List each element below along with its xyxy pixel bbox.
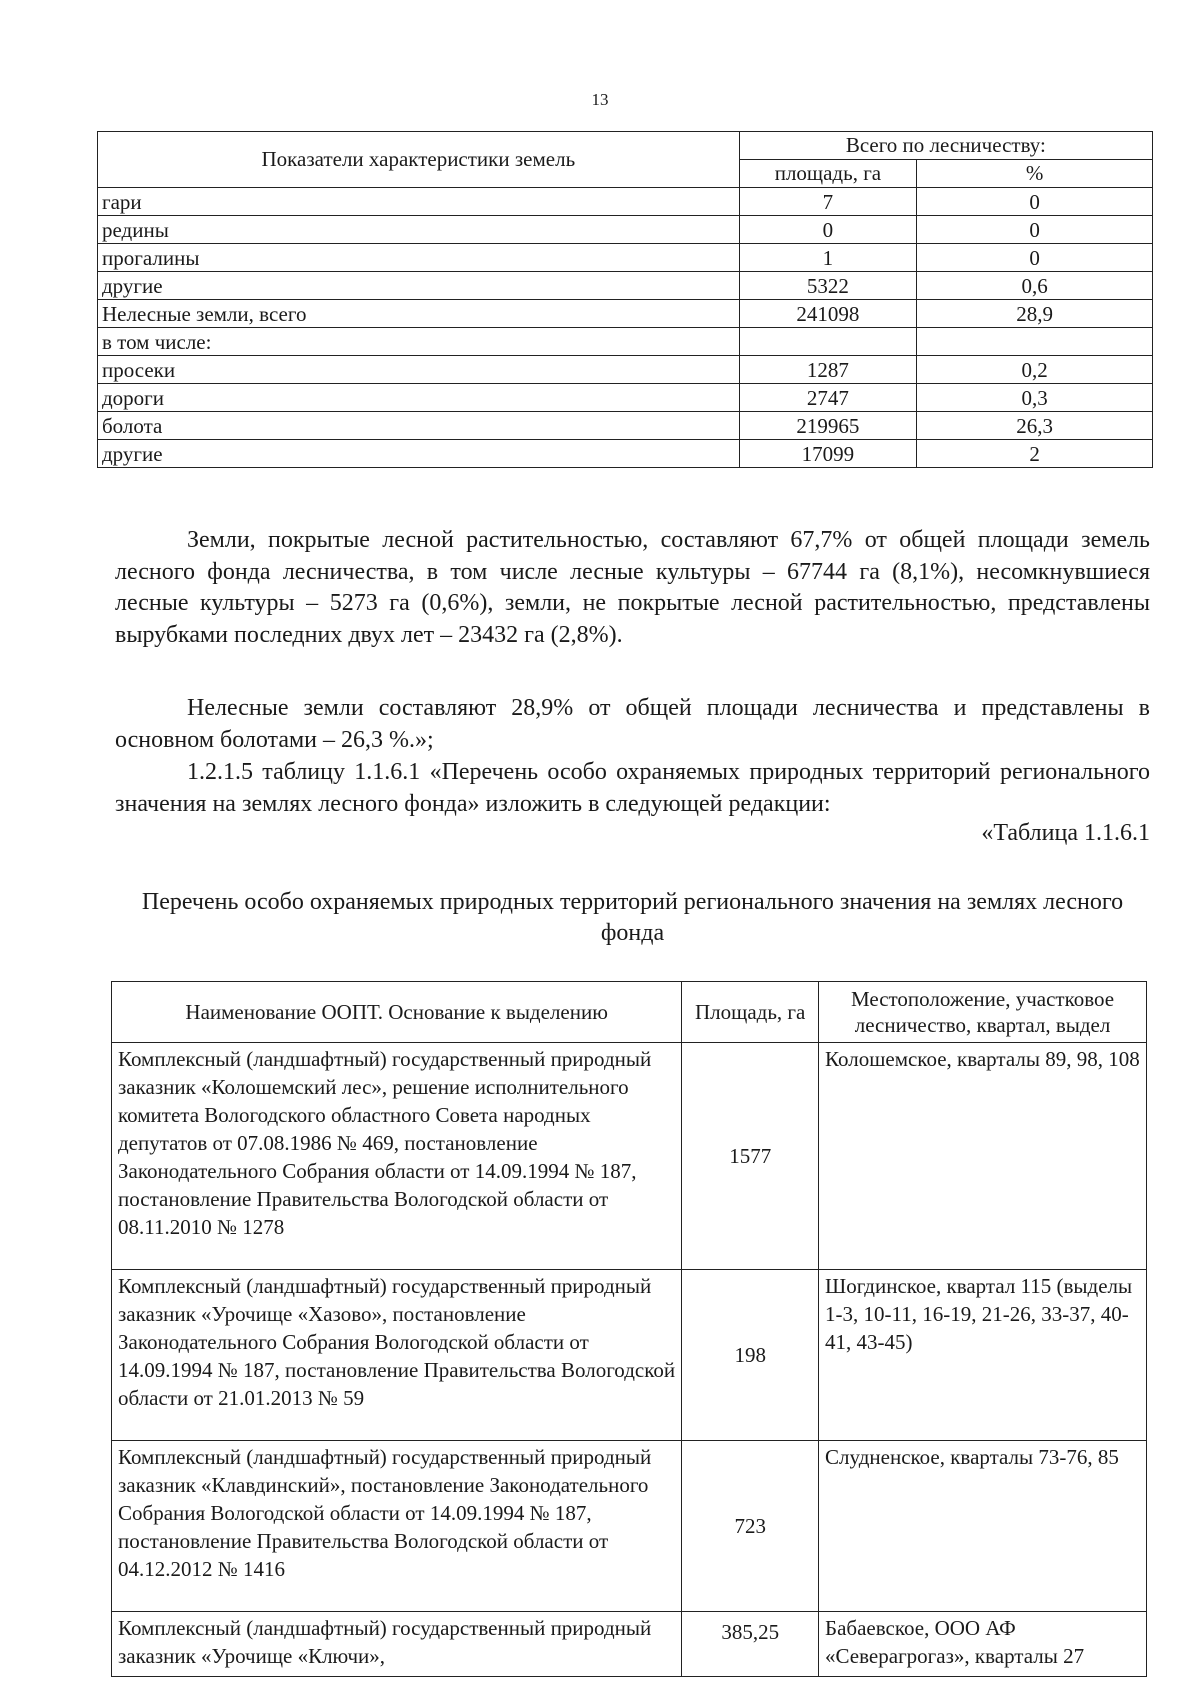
table-title: Перечень особо охраняемых природных территорий регионального значения на землях лесного фонда: [141, 889, 1124, 946]
table-row: [98, 412, 1153, 440]
row-area: 5322: [739, 272, 917, 300]
area-location: Колошемское, кварталы 89, 98, 108: [819, 1043, 1147, 1270]
area-location: Слудненское, кварталы 73-76, 85: [819, 1441, 1147, 1612]
area-size: 1577: [682, 1043, 819, 1270]
header-area: площадь, га: [739, 160, 917, 188]
area-location: Бабаевское, ООО АФ «Северагрогаз», кварталы 27: [819, 1612, 1147, 1677]
table-row: [98, 272, 1153, 300]
row-area: 2747: [739, 384, 917, 412]
row-label: другие: [98, 440, 740, 468]
table-row: [98, 440, 1153, 468]
row-area: 7: [739, 188, 917, 216]
area-size: 198: [682, 1270, 819, 1441]
area-name: Комплексный (ландшафтный) государственный природный заказник «Колошемский лес», решение исполнительного комитета Вологодского областного Совета народных депутатов от 07.08.1986 № 469, постановление Законодательного Собрания области от 14.09.1994 № 187, постановление Правительства Вологодской области от 08.11.2010 № 1278: [112, 1043, 682, 1270]
table-row: [98, 384, 1153, 412]
row-percent: 28,9: [917, 300, 1153, 328]
row-percent: 0: [917, 216, 1153, 244]
table-row: [112, 1441, 1147, 1612]
row-label: болота: [98, 412, 740, 440]
table-row: [112, 1043, 1147, 1270]
header-total: Всего по лесничеству:: [739, 132, 1152, 160]
row-label: гари: [98, 188, 740, 216]
area-size: 723: [682, 1441, 819, 1612]
row-area: 241098: [739, 300, 917, 328]
header-location: Местоположение, участковое лесничество, квартал, выдел: [819, 982, 1147, 1043]
paragraph-non-forest-land: Нелесные земли составляют 28,9% от общей площади лесничества и представлены в основном болотами – 26,3 %.»;: [115, 695, 1150, 753]
row-label: другие: [98, 272, 740, 300]
row-area: 1: [739, 244, 917, 272]
area-name: Комплексный (ландшафтный) государственный природный заказник «Клавдинский», постановление Законодательного Собрания Вологодской области от 14.09.1994 № 187, постановление Правительства Вологодской области от 04.12.2012 № 1416: [112, 1441, 682, 1612]
header-name: Наименование ООПТ. Основание к выделению: [112, 982, 682, 1043]
table-row: [112, 1270, 1147, 1441]
area-size: 385,25: [682, 1612, 819, 1677]
row-percent: 0: [917, 188, 1153, 216]
area-name: Комплексный (ландшафтный) государственный природный заказник «Урочище «Ключи»,: [112, 1612, 682, 1677]
row-percent: 0,2: [917, 356, 1153, 384]
row-area: 0: [739, 216, 917, 244]
row-label: просеки: [98, 356, 740, 384]
row-percent: 0,6: [917, 272, 1153, 300]
row-label: прогалины: [98, 244, 740, 272]
row-percent: 26,3: [917, 412, 1153, 440]
row-area: 1287: [739, 356, 917, 384]
header-area: Площадь, га: [682, 982, 819, 1043]
row-area: 17099: [739, 440, 917, 468]
protected-areas-table: [111, 981, 1147, 1677]
row-percent: 0,3: [917, 384, 1153, 412]
table-row: [112, 1612, 1147, 1677]
paragraph-amendment: 1.2.1.5 таблицу 1.1.6.1 «Перечень особо охраняемых природных территорий регионального значения на землях лесного фонда» изложить в следующей редакции:: [115, 759, 1150, 817]
row-area: [739, 328, 917, 356]
row-label: дороги: [98, 384, 740, 412]
page-number: 13: [591, 90, 609, 109]
table-row: [98, 188, 1153, 216]
table-header-row: [112, 982, 1147, 1043]
table-reference: «Таблица 1.1.6.1: [981, 820, 1150, 846]
header-indicator: Показатели характеристики земель: [98, 132, 740, 188]
row-label: редины: [98, 216, 740, 244]
table-row: [98, 328, 1153, 356]
header-percent: %: [917, 160, 1153, 188]
row-percent: [917, 328, 1153, 356]
table-header-row: [98, 132, 1153, 160]
area-name: Комплексный (ландшафтный) государственный природный заказник «Урочище «Хазово», постановление Законодательного Собрания Вологодской области от 14.09.1994 № 187, постановление Правительства Вологодской области от 21.01.2013 № 59: [112, 1270, 682, 1441]
table-row: [98, 216, 1153, 244]
table-row: [98, 356, 1153, 384]
row-percent: 0: [917, 244, 1153, 272]
row-percent: 2: [917, 440, 1153, 468]
row-area: 219965: [739, 412, 917, 440]
row-label: Нелесные земли, всего: [98, 300, 740, 328]
table-row: [98, 300, 1153, 328]
area-location: Шогдинское, квартал 115 (выделы 1-3, 10-11, 16-19, 21-26, 33-37, 40-41, 43-45): [819, 1270, 1147, 1441]
land-characteristics-table: [97, 131, 1153, 468]
row-label: в том числе:: [98, 328, 740, 356]
table-row: [98, 244, 1153, 272]
paragraph-forest-land: Земли, покрытые лесной растительностью, составляют 67,7% от общей площади земель лесного фонда лесничества, в том числе лесные культуры – 67744 га (8,1%), несомкнувшиеся лесные культуры – 5273 га (0,6%), земли, не покрытые лесной растительностью, представлены вырубками последних двух лет – 23432 га (2,8%).: [115, 527, 1150, 648]
